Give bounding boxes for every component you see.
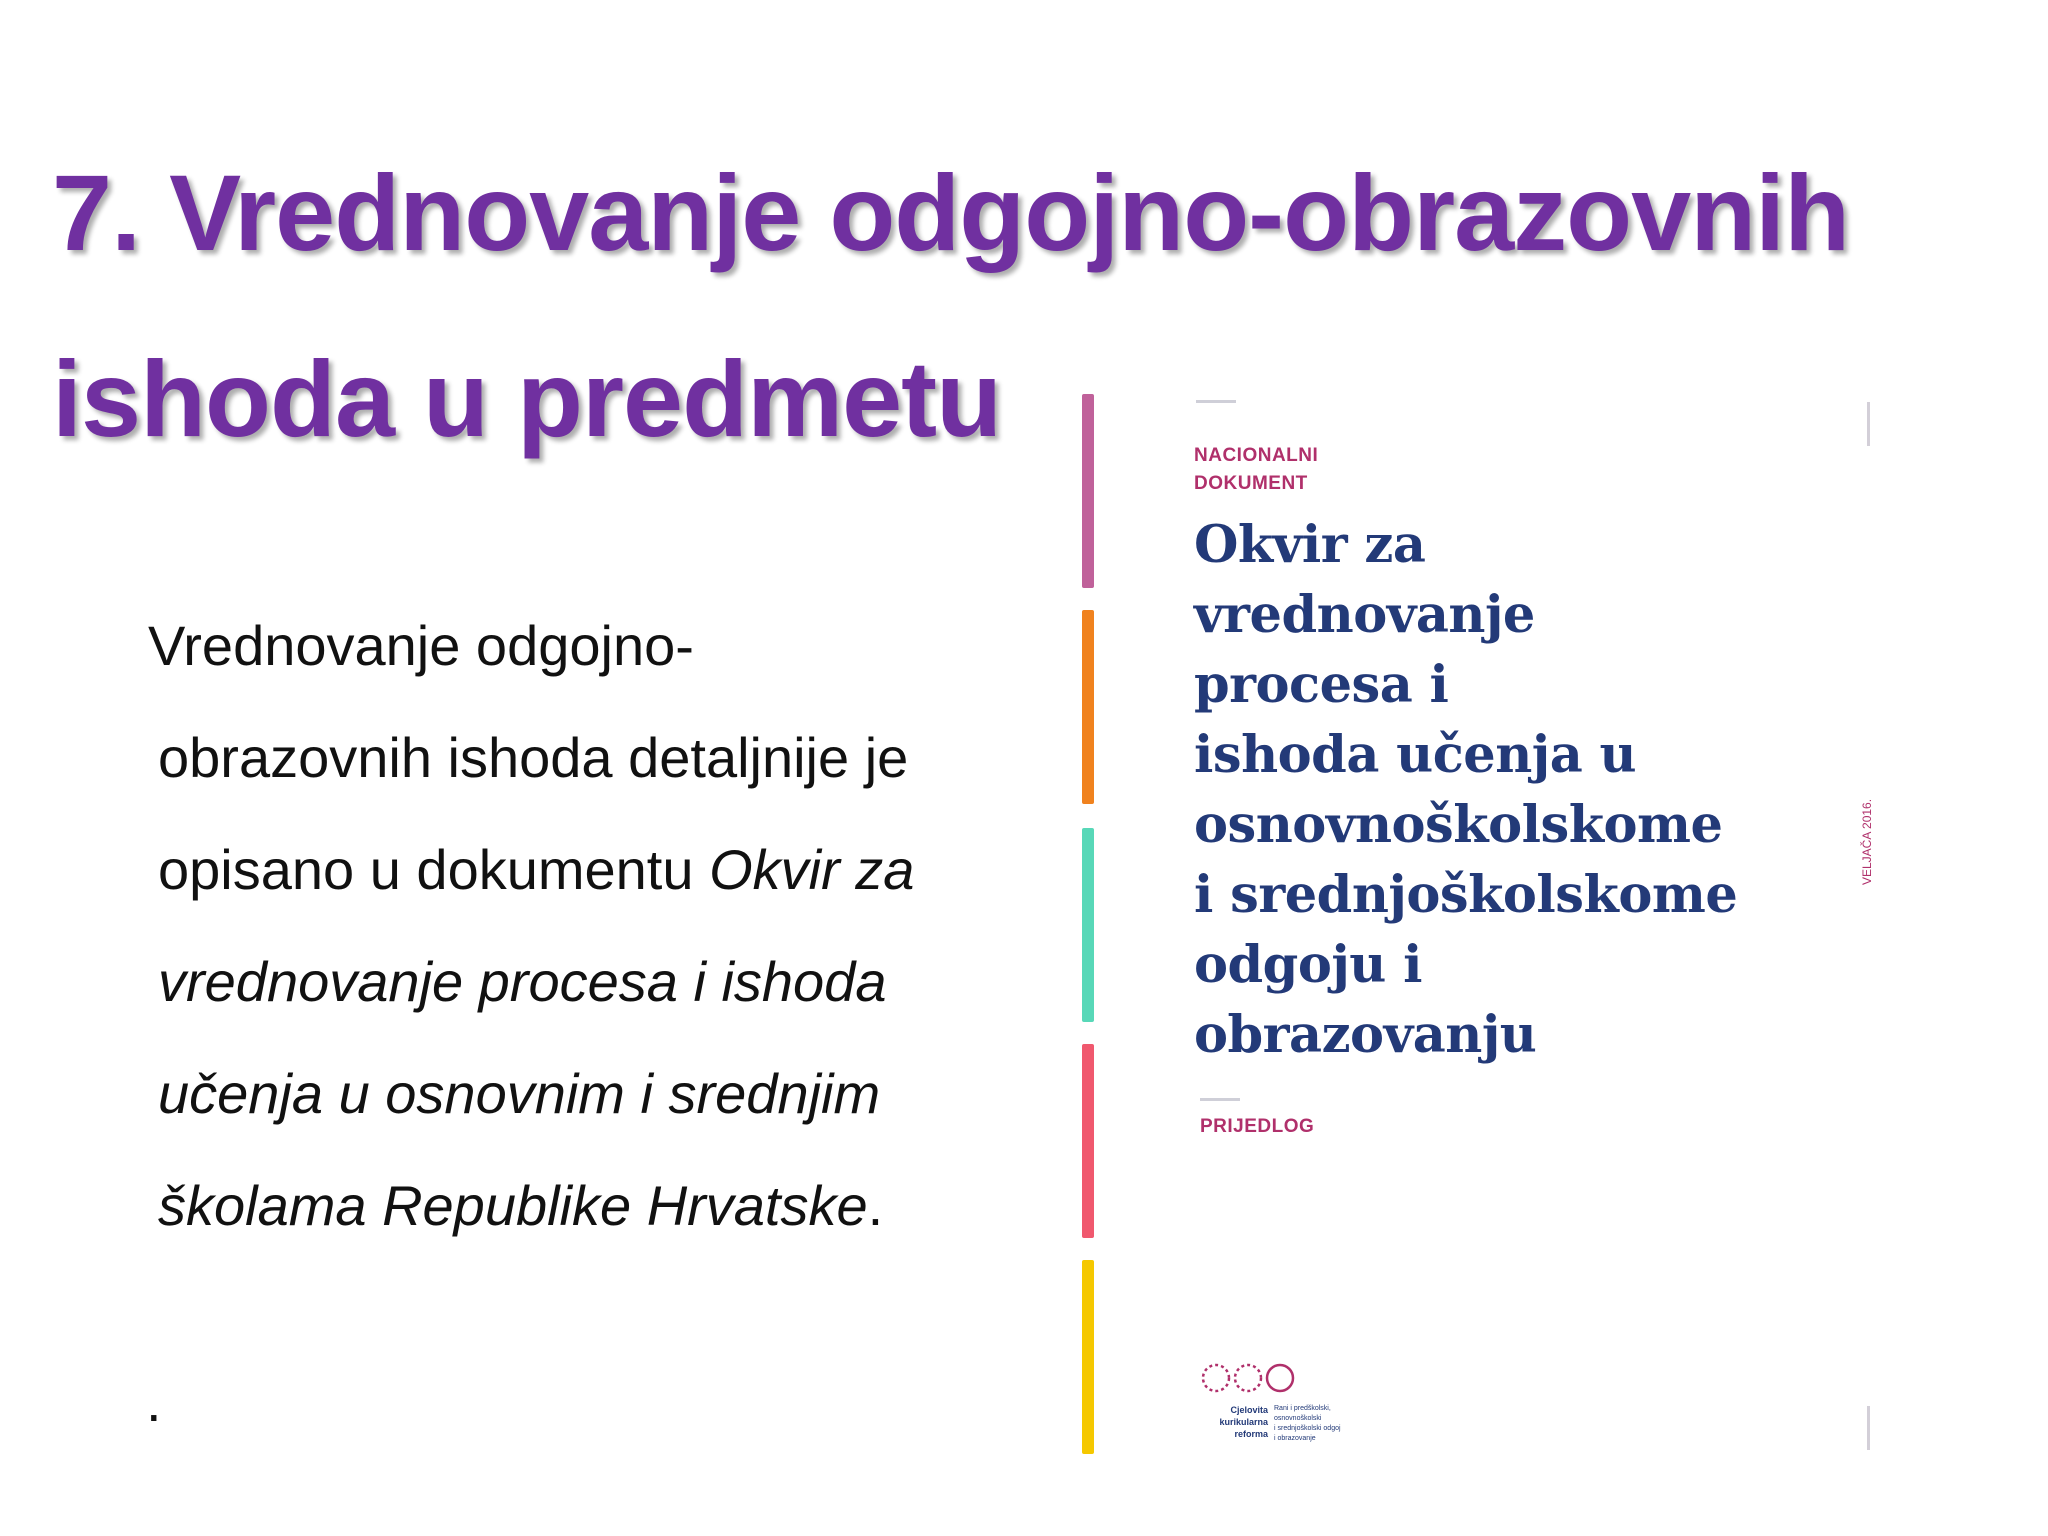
logo-name-line-2: kurikularna	[1219, 1417, 1268, 1427]
logo-sub-line-1: Rani i predškolski,	[1274, 1405, 1331, 1412]
cover-status-label: PRIJEDLOG	[1200, 1116, 1315, 1137]
slide-title-line-1: 7. Vrednovanje odgojno-obrazovnih	[52, 152, 1850, 273]
cover-date: VELJAČA 2016.	[1860, 798, 1874, 885]
cover-title-line-5: osnovnoškolskome	[1194, 795, 1723, 855]
body-line-5	[148, 1038, 1048, 1150]
body-line-3	[148, 814, 1048, 926]
cover-title-line-7: odgoju i	[1194, 935, 1423, 995]
cover-stripe-5	[1082, 1260, 1094, 1454]
cover-title-line-2: vrednovanje	[1194, 585, 1535, 645]
logo-sub-line-3: i srednjoškolski odgoj	[1274, 1425, 1341, 1432]
curriculum-reform-logo	[1198, 1360, 1398, 1460]
cover-title-line-4: ishoda učenja u	[1194, 725, 1637, 785]
logo-subtitle	[1274, 1404, 1394, 1444]
body-line-4	[148, 926, 1048, 1038]
cover-stripe-2	[1082, 610, 1094, 804]
slide-title-line-2: ishoda u predmetu	[52, 338, 1002, 459]
logo-sub-line-2: osnovnoškolski	[1274, 1415, 1322, 1422]
document-cover-image	[1070, 380, 1910, 1470]
body-paragraph	[148, 590, 1048, 1262]
cover-kicker-line-1: NACIONALNI	[1194, 445, 1319, 466]
body-line-1: Vrednovanje odgojno-	[148, 614, 694, 677]
cover-title-line-8: obrazovanju	[1194, 1005, 1537, 1065]
cover-title-line-6: i srednjoškolskome	[1194, 865, 1738, 925]
cover-kicker-line-2: DOKUMENT	[1194, 473, 1308, 494]
logo-name-line-3: reforma	[1234, 1429, 1268, 1439]
cover-corner-tick-top	[1867, 402, 1870, 446]
cover-mid-rule	[1200, 1098, 1240, 1101]
body-line-3-regular: opisano u dokumentu	[158, 838, 710, 901]
logo-name	[1198, 1404, 1268, 1440]
logo-sub-line-4: i obrazovanje	[1274, 1435, 1316, 1442]
document-title-part-2: vrednovanje procesa i ishoda	[158, 950, 887, 1013]
body-line-6-end: .	[867, 1174, 884, 1237]
three-circles-icon	[1198, 1360, 1308, 1400]
cover-title-line-3: procesa i	[1194, 655, 1449, 715]
document-title-part-4: školama Republike Hrvatske	[158, 1174, 868, 1237]
cover-kicker	[1194, 442, 1318, 498]
cover-stripe-4	[1082, 1044, 1094, 1238]
document-title-part-1: Okvir za	[709, 838, 915, 901]
body-line-6	[148, 1150, 1048, 1262]
trailing-dot: .	[146, 1370, 162, 1433]
cover-title	[1194, 510, 1834, 1070]
logo-name-line-1: Cjelovita	[1230, 1405, 1268, 1415]
cover-title-line-1: Okvir za	[1194, 515, 1426, 575]
document-title-part-3: učenja u osnovnim i srednjim	[158, 1062, 881, 1125]
cover-stripe-1	[1082, 394, 1094, 588]
cover-stripe-3	[1082, 828, 1094, 1022]
cover-top-rule	[1196, 400, 1236, 403]
cover-corner-tick-bottom	[1867, 1406, 1870, 1450]
body-line-2: obrazovnih ishoda detaljnije je	[158, 726, 909, 789]
